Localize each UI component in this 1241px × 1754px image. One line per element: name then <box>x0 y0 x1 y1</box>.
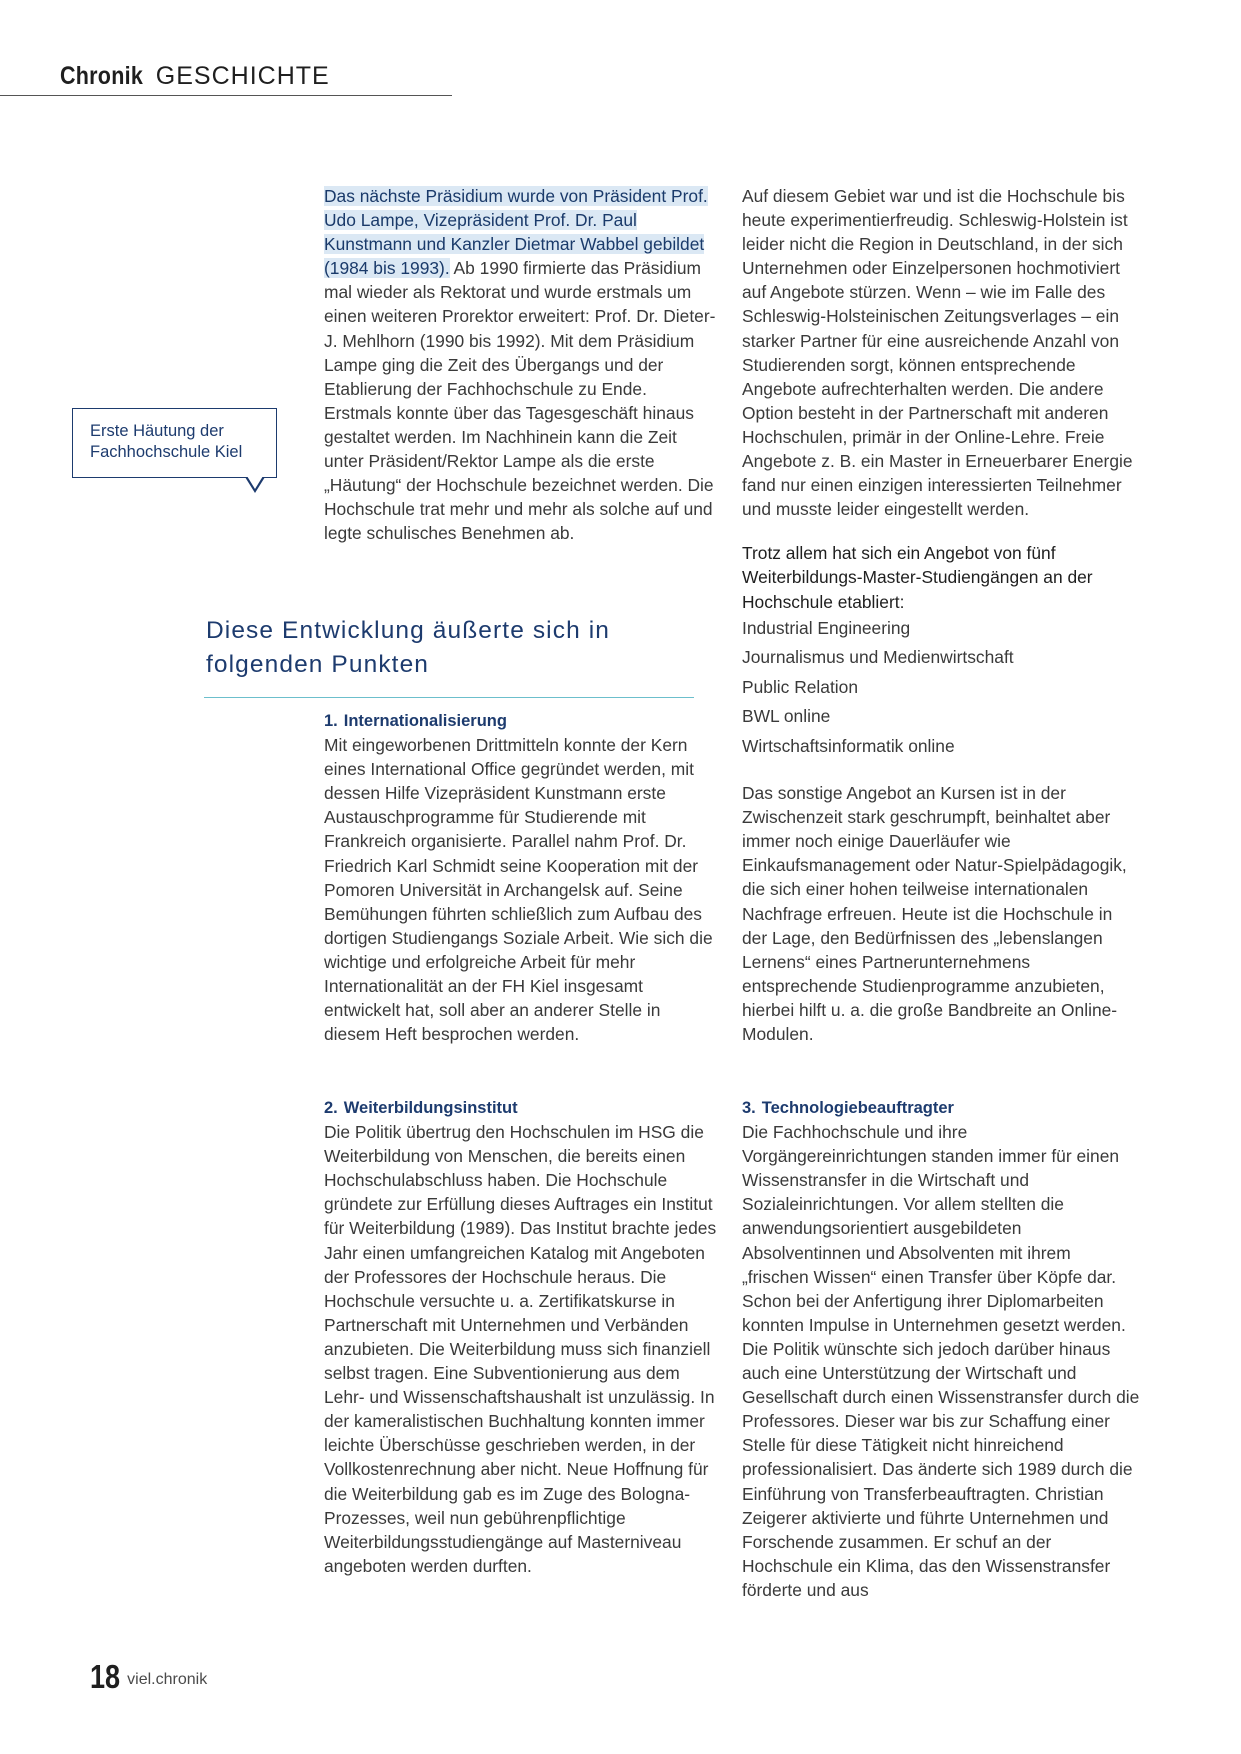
header-section: Chronik <box>60 62 144 90</box>
section-2-number: 2. <box>324 1099 338 1117</box>
column-right <box>742 184 1142 1046</box>
section-2-body: Die Politik übertrug den Hochschulen im HSG die Weiterbildung von Menschen, die bereits einen Hochschulabschluss haben. Die Hochschule gründete zur Erfüllung dieses Auftrages ein Institut für Weiterbildung (1989). Das Institut brachte jedes Jahr einen umfangreichen Katalog mit Angeboten der Professores der Hochschule heraus. Die Hochschule versuchte u. a. Zertifikatskurse in Partnerschaft mit Unternehmen und Verbänden anzubieten. Die Weiterbildung muss sich finanziell selbst tragen. Eine Subventionierung aus dem Lehr- und Wissenschaftshaushalt ist unzulässig. In der kameralistischen Buchhaltung konnten immer leichte Überschüsse geschrieben werden, in der Vollkostenrechnung aber nicht. Neue Hoffnung für die Weiterbildung gab es im Zuge des Bologna-Prozesses, weil nun gebührenpflichtige Weiterbildungsstudiengänge auf Masterniveau angeboten werden durften. <box>324 1122 717 1576</box>
section-1-body: Mit eingeworbenen Drittmitteln konnte der Kern eines International Office gegründet werden, mit dessen Hilfe Vizepräsident Kunstmann erste Austauschprogramme für Studierende mit Frankreich organisierte. Parallel nahm Prof. Dr. Friedrich Karl Schmidt seine Kooperation mit der Pomoren Universität in Archangelsk auf. Seine Bemühungen führten schließlich zum Aufbau des dortigen Studiengangs Soziale Arbeit. Wie sich die wichtige und erfolgreiche Arbeit für mehr Internationalität an der FH Kiel insgesamt entwickelt hat, soll aber an anderer Stelle in diesem Heft besprochen werden. <box>324 735 713 1045</box>
header-divider <box>0 95 452 96</box>
intro-rest: Ab 1990 firmierte das Präsidium mal wieder als Rektorat und wurde erstmals um einen weiteren Prorektor erweitert: Prof. Dr. Dieter-J. Mehlhorn (1990 bis 1992). Mit dem Präsidium Lampe ging die Zeit des Übergangs und der Etablierung der Fachhochschule zu Ende. Erstmals konnte über das Tagesgeschäft hinaus gestaltet werden. Im Nachhinein kann die Zeit unter Präsident/Rektor Lampe als die erste „Häutung“ der Hochschule bezeichnet werden. Die Hochschule trat mehr und mehr als solche auf und legte schulisches Benehmen ab. <box>324 258 716 544</box>
page-header <box>60 62 330 91</box>
header-topic: GESCHICHTE <box>155 62 330 90</box>
master-programs-lead: Trotz allem hat sich ein Angebot von fünf Weiterbildungs-Master-Studiengängen an der Hochschule etabliert: <box>742 543 1093 612</box>
section-3-title-text: Technologiebeauftragter <box>761 1099 954 1117</box>
page-footer <box>90 1658 207 1696</box>
section-1-number: 1. <box>324 712 338 730</box>
list-item: Journalismus und Medienwirtschaft <box>742 647 1014 668</box>
section-3-number: 3. <box>742 1099 756 1117</box>
subheading-line-1: Diese Entwicklung äußerte sich in <box>206 617 610 644</box>
section-2-title <box>324 1096 719 1120</box>
column-left <box>324 184 719 545</box>
section-3-body: Die Fachhochschule und ihre Vorgängereinrichtungen standen immer für einen Wissenstransfer in die Wirtschaft und Sozialeinrichtungen. Vor allem stellten die anwendungsorientiert ausgebildeten Absolventinnen und Absolventen mit ihrem „frischen Wissen“ einen Transfer über Köpfe dar. Schon bei der Anfertigung ihrer Diplomarbeiten konnten Impulse in Unternehmen gesetzt werden. Die Politik wünschte sich jedoch darüber hinaus auch eine Unterstützung der Wirtschaft und Gesellschaft durch einen Wissenstransfer durch die Professores. Dieser war bis zur Schaffung einer Stelle für diese Tätigkeit nicht hinreichend professionalisiert. Das änderte sich 1989 durch die Einführung von Transferbeauftragten. Christian Zeigerer aktivierte und führte Unternehmen und Forschende zusammen. Er schuf an der Hochschule ein Klima, das den Wissenstransfer förderte und aus <box>742 1122 1140 1600</box>
publication-name: viel.chronik <box>127 1671 208 1688</box>
list-item: BWL online <box>742 706 831 727</box>
callout-line-2: Fachhochschule Kiel <box>90 443 243 461</box>
callout-line-1: Erste Häutung der <box>90 422 224 440</box>
right-paragraph-1: Auf diesem Gebiet war und ist die Hochschule bis heute experimentierfreudig. Schleswig-Holstein ist leider nicht die Region in Deutschland, in der sich Unternehmen oder Einzelpersonen hochmotiviert auf Angebote stürzen. Wenn – wie im Falle des Schleswig-Holsteinischen Zeitungsverlages – ein starker Partner für eine ausreichende Anzahl von Studierenden sorgt, können entsprechende Angebote aufrechterhalten werden. Die andere Option besteht in der Partnerschaft mit anderen Hochschulen, primär in der Online-Lehre. Freie Angebote z. B. ein Master in Erneuerbarer Energie fand nur einen einzigen interessierten Teilnehmer und musste leider eingestellt werden. <box>742 186 1133 520</box>
section-3 <box>742 1096 1142 1602</box>
intro-paragraph <box>324 184 719 545</box>
list-item: Public Relation <box>742 676 859 697</box>
subheading-line-2: folgenden Punkten <box>206 651 430 678</box>
page-number: 18 <box>90 1658 121 1695</box>
section-1 <box>324 709 719 1046</box>
callout-tail-inner <box>247 476 263 489</box>
section-2 <box>324 1096 719 1578</box>
intro-highlight: Das nächste Präsidium wurde von Präsident Prof. Udo Lampe, Vizepräsident Prof. Dr. Paul Kunstmann und Kanzler Dietmar Wabbel gebildet (1984 bis 1993). <box>324 186 708 279</box>
right-paragraph-2: Das sonstige Angebot an Kursen ist in der Zwischenzeit stark geschrumpft, beinhaltet aber immer noch einige Dauerläufer wie Einkaufsmanagement oder Natur-Spielpädagogik, die sich einer hohen teilweise internationalen Nachfrage erfreuen. Heute ist die Hochschule in der Lage, den Bedürfnissen des „lebenslangen Lernens“ eines Partnerunternehmens entsprechende Studienprogramme anzubieten, hierbei hilft u. a. die große Bandbreite an Online-Modulen. <box>742 783 1127 1045</box>
section-2-title-text: Weiterbildungsinstitut <box>343 1099 518 1117</box>
subheading-divider <box>204 697 694 698</box>
list-item: Industrial Engineering <box>742 617 911 638</box>
section-1-title <box>324 709 719 733</box>
margin-callout <box>72 408 277 478</box>
section-1-title-text: Internationalisierung <box>343 712 507 730</box>
master-programs-list <box>742 614 1142 762</box>
section-3-title <box>742 1096 1142 1120</box>
section-subheading <box>206 614 610 682</box>
list-item: Wirtschaftsinformatik online <box>742 735 955 756</box>
